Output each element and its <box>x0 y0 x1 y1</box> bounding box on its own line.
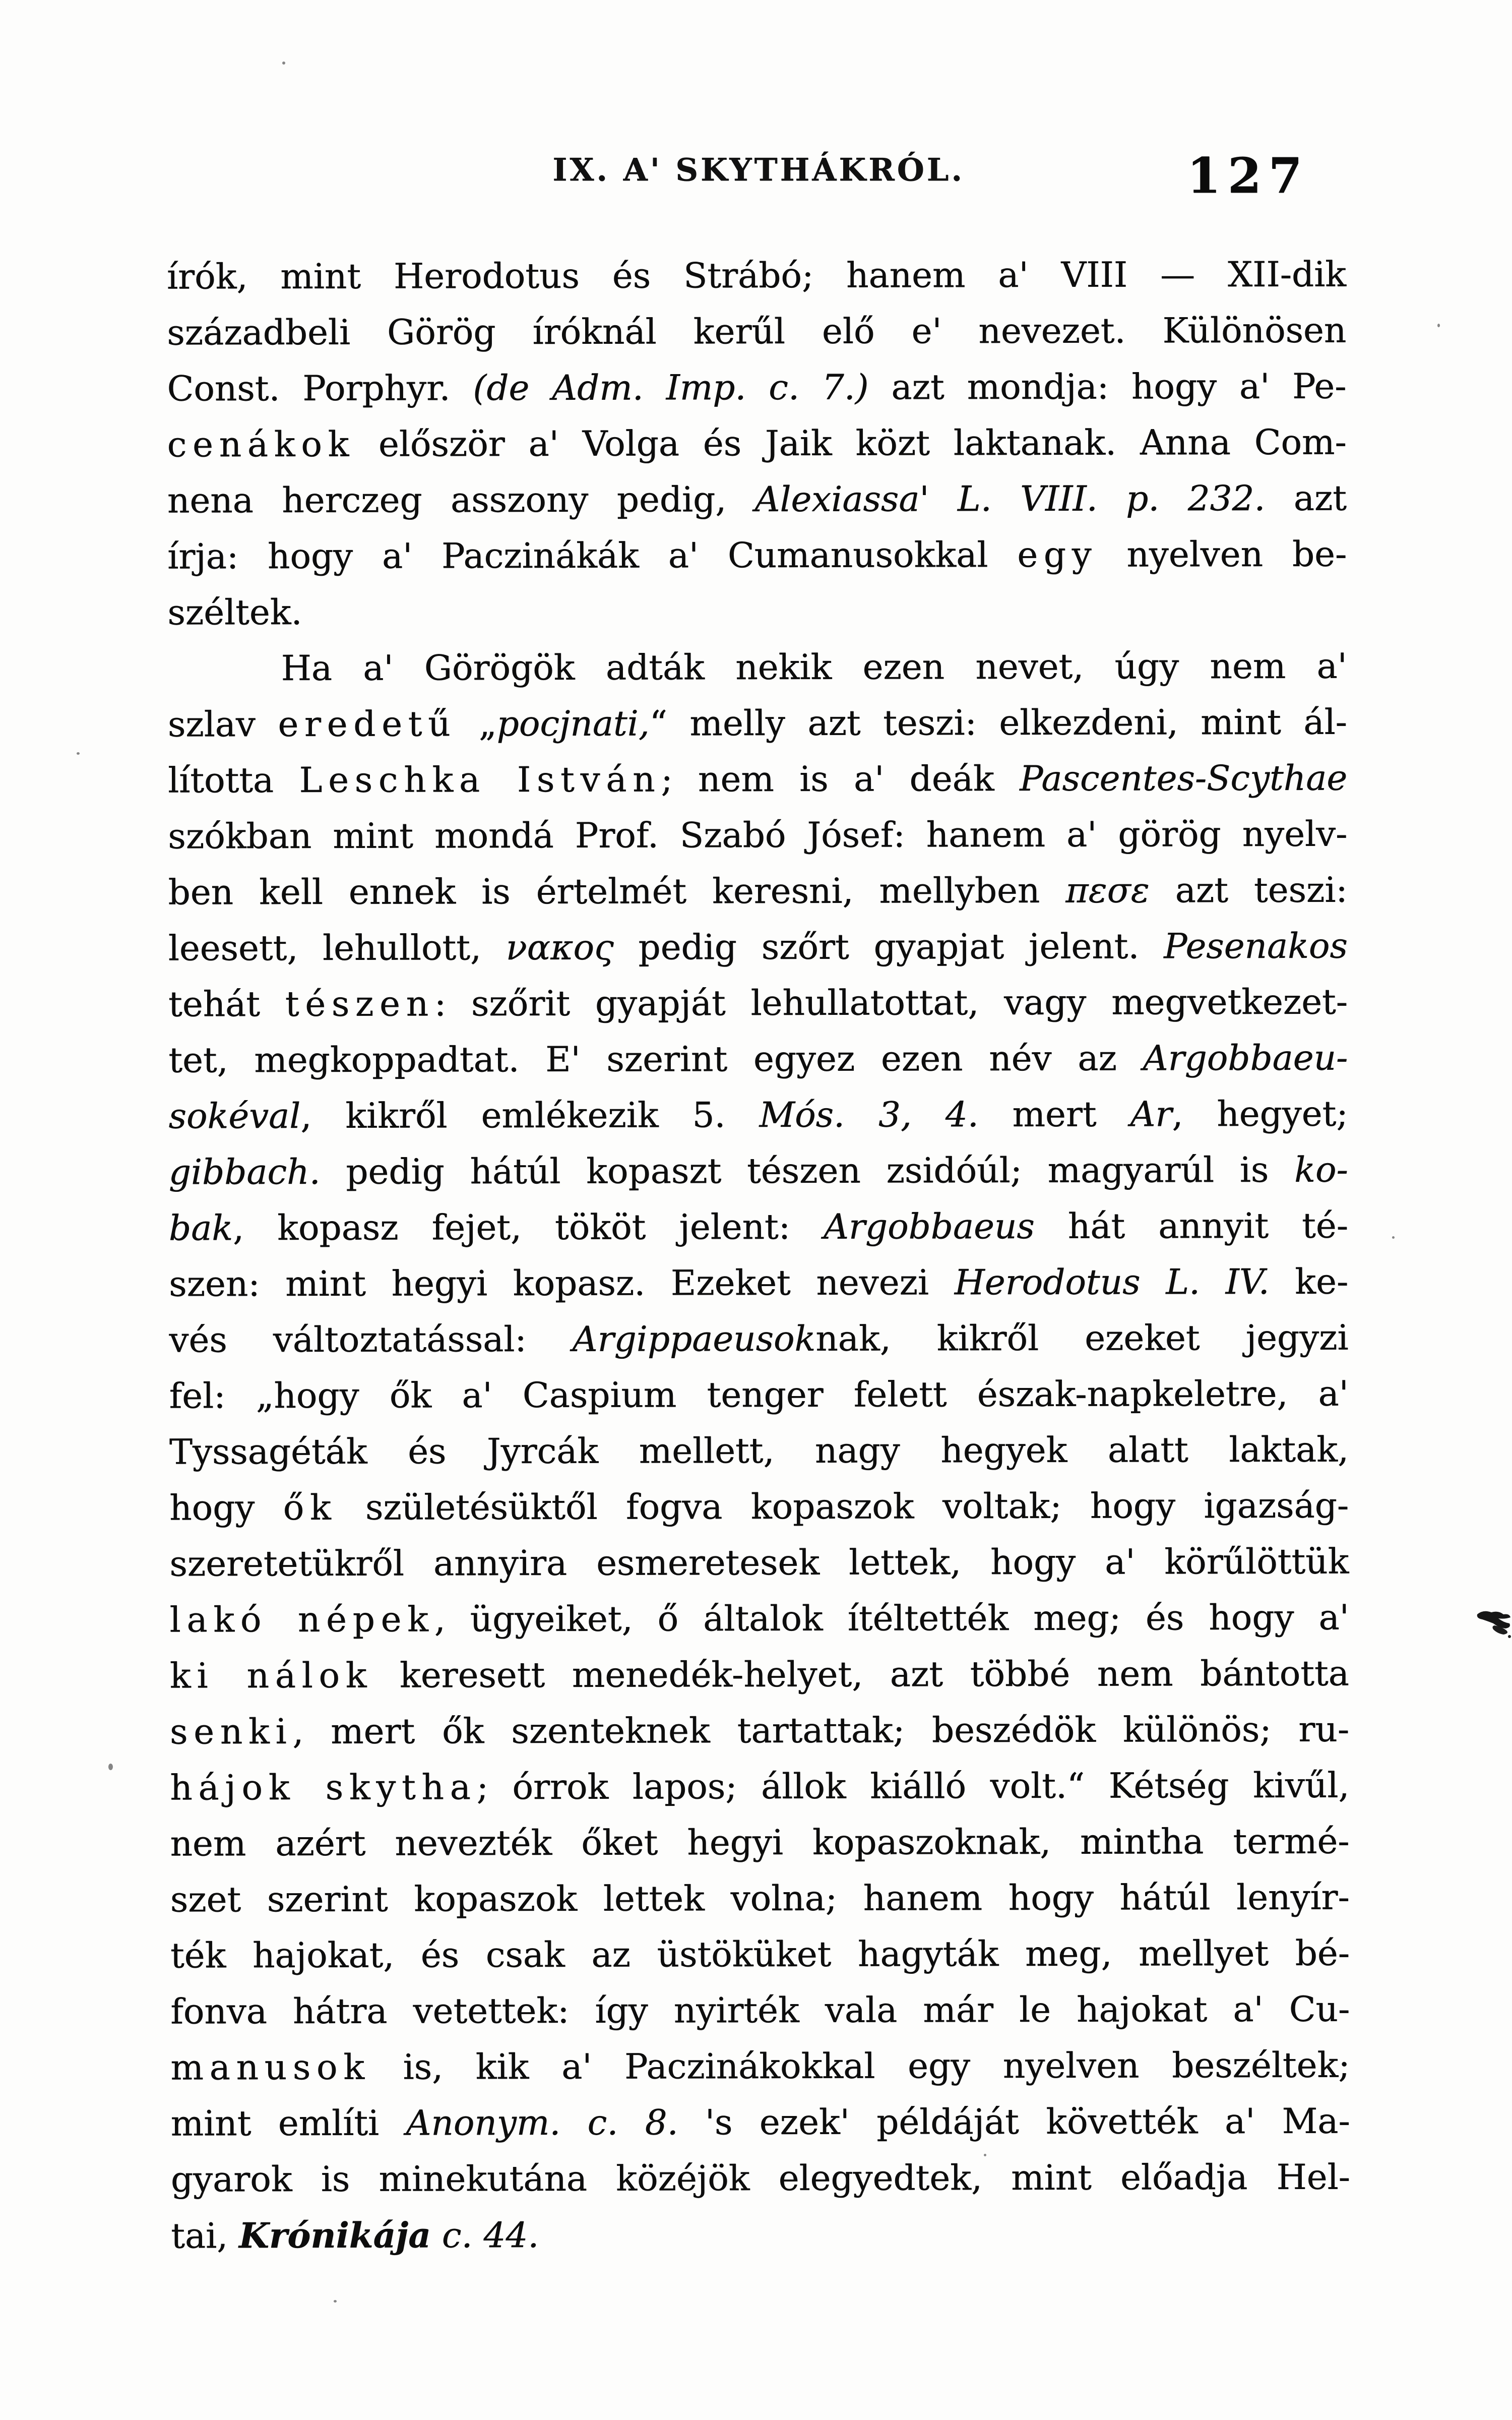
text-segment: „ <box>456 704 497 745</box>
text-segment: gyarok is minekutána közéjök elegyedtek, mint előadja Hel- <box>170 2157 1350 2200</box>
text-segment: ; órrok lapos; állok kiálló volt.“ Kétség kivűl, <box>476 1765 1350 1808</box>
text-segment: tet, megkoppadtat. E' szerint egyez ezen név az <box>168 1038 1143 1081</box>
text-line <box>168 807 1347 865</box>
text-segment: pocjnati, <box>496 703 650 745</box>
scan-speck <box>984 2154 986 2156</box>
page-number: 127 <box>1187 147 1309 204</box>
text-segment: azt teszi: <box>1149 870 1348 911</box>
text-segment: Pesenakos <box>1163 926 1348 967</box>
text-segment: νακος <box>506 927 614 969</box>
text-line <box>169 1142 1348 1201</box>
text-segment: hát annyit té- <box>1034 1205 1348 1247</box>
text-line <box>169 1254 1348 1313</box>
text-segment: ők <box>283 1487 337 1528</box>
text-segment: Ar <box>1130 1094 1172 1135</box>
text-segment: manusok <box>170 2047 370 2088</box>
text-segment: lakó népek <box>169 1599 434 1641</box>
text-line <box>169 1310 1348 1369</box>
text-segment: nena herczeg asszony pedig, <box>167 479 755 521</box>
text-segment: eredetű <box>278 704 457 745</box>
text-segment: : szőrit gyapját lehullatottat, vagy megvetkezet- <box>434 982 1348 1024</box>
text-segment: Argobbaeus <box>823 1206 1035 1247</box>
text-line <box>169 1366 1348 1425</box>
text-line <box>171 2206 1350 2264</box>
scan-speck <box>77 752 80 755</box>
text-segment: πεσε <box>1065 870 1150 911</box>
ink-smudge <box>1474 1608 1512 1646</box>
running-title: IX. A' SKYTHÁKRÓL. <box>552 151 965 188</box>
text-line <box>167 303 1346 361</box>
text-segment: Anonym. c. 8. <box>406 2102 678 2144</box>
text-line <box>167 527 1347 585</box>
text-segment: ki nálok <box>169 1655 373 1697</box>
text-line <box>169 1198 1348 1257</box>
text-segment: keresett menedék-helyet, azt többé nem bántotta <box>372 1653 1349 1696</box>
paragraph <box>167 639 1350 2264</box>
text-segment: , hegyet; <box>1172 1094 1348 1135</box>
text-segment: sokéval <box>168 1096 301 1137</box>
text-line <box>167 583 1347 641</box>
scan-speck <box>334 2300 337 2303</box>
text-line <box>168 1031 1348 1089</box>
text-segment: , kopasz fejet, tököt jelent: <box>232 1206 824 1249</box>
scan-speck <box>108 1764 113 1770</box>
text-segment: századbeli Görög íróknál kerűl elő e' nevezet. Különösen <box>167 310 1347 353</box>
text-segment: fonva hátra vetettek: így nyirték vala már le hajokat a' Cu- <box>170 1989 1350 2032</box>
text-segment: ; nem is a' deák <box>661 758 1020 800</box>
text-line <box>167 639 1347 697</box>
text-segment: tai, <box>170 2216 239 2257</box>
text-segment: Const. Porphyr. <box>167 368 473 409</box>
text-segment: “ melly azt teszi: elkezdeni, mint ál- <box>649 702 1347 744</box>
scan-speck <box>282 62 285 65</box>
text-line <box>168 975 1348 1033</box>
text-segment: , ügyeiket, ő általok ítéltették meg; és hogy a' <box>434 1597 1349 1640</box>
text-line <box>170 1926 1350 1984</box>
text-segment <box>431 2215 442 2256</box>
text-segment: mint említi <box>170 2103 406 2144</box>
text-segment: gibbach. <box>168 1152 321 1193</box>
text-segment: leesett, lehullott, <box>168 928 506 969</box>
page-header <box>169 147 1348 212</box>
text-segment: , mert ők szenteknek tartattak; beszédök különös; ru- <box>292 1709 1350 1752</box>
text-line <box>169 1478 1349 1537</box>
text-segment: születésüktől fogva kopaszok voltak; hogy igazság- <box>337 1485 1349 1528</box>
paragraph <box>167 247 1347 641</box>
text-line <box>169 1422 1349 1481</box>
text-segment: Leschka István <box>299 759 661 801</box>
text-segment: szlav <box>167 704 278 745</box>
text-segment: széltek. <box>167 592 302 633</box>
text-line <box>168 1086 1348 1145</box>
text-segment: ke- <box>1269 1261 1349 1302</box>
text-line <box>171 2150 1350 2208</box>
text-segment: nem azért nevezték őket hegyi kopaszoknak, mintha termé- <box>170 1821 1350 1864</box>
text-segment: Tyssagéták és Jyrcák mellett, nagy hegyek alatt laktak, <box>169 1429 1349 1473</box>
scan-speck <box>1437 324 1440 327</box>
text-line <box>170 1758 1349 1817</box>
text-line <box>169 1590 1349 1649</box>
text-segment: azt mondja: hogy a' Pe- <box>868 366 1347 408</box>
text-segment: (de Adm. Imp. c. 7.) <box>473 367 869 409</box>
text-segment: szeretetükről annyira esmeretesek lettek, hogy a' körűlöttük <box>169 1541 1349 1585</box>
text-segment: Pascentes-Scythae <box>1019 758 1348 799</box>
text-line <box>167 247 1346 306</box>
text-segment: azt <box>1265 478 1347 519</box>
text-segment: ték hajokat, és csak az üstöküket hagyták meg, mellyet bé- <box>170 1933 1350 1976</box>
text-segment: nak, kikről ezeket jegyzi <box>815 1317 1349 1359</box>
scan-speck <box>1392 1236 1395 1239</box>
text-segment: lította <box>167 760 299 801</box>
text-segment: hájok skytha <box>170 1767 477 1808</box>
text-segment: is, kik a' Paczinákokkal egy nyelven beszéltek; <box>370 2045 1350 2088</box>
text-segment: pedig hátúl kopaszt tészen zsidóúl; magyarúl is <box>320 1150 1295 1192</box>
text-segment: egy <box>1017 534 1098 575</box>
text-segment: Ha a' Görögök adták nekik ezen nevet, úgy nem a' <box>281 646 1347 689</box>
text-segment: írja: hogy a' Paczinákák a' Cumanusokkal <box>167 534 1018 577</box>
text-line <box>169 1534 1349 1593</box>
text-line <box>168 863 1347 921</box>
text-segment: pedig szőrt gyapjat jelent. <box>613 926 1164 968</box>
text-line <box>170 2038 1350 2096</box>
text-segment: c. 44. <box>442 2215 539 2256</box>
text-segment: írók, mint Herodotus és Strábó; hanem a' VIII — XII-dik <box>166 254 1347 297</box>
text-segment: Argippaeusok <box>572 1318 816 1360</box>
text-segment: szókban mint mondá Prof. Szabó Jósef: hanem a' görög nyelv- <box>168 814 1348 857</box>
text-segment: bak <box>168 1208 233 1249</box>
text-line <box>167 359 1346 417</box>
text-line <box>167 471 1347 529</box>
text-segment: , kikről emlékezik 5. <box>300 1095 760 1136</box>
text-segment: először a' Volga és Jaik közt laktanak. Anna Com- <box>354 422 1347 465</box>
text-line <box>170 1646 1349 1705</box>
text-segment: Argobbaeu- <box>1143 1038 1348 1079</box>
text-line <box>168 919 1348 977</box>
text-segment: ko- <box>1294 1150 1348 1190</box>
text-segment: Krónikája <box>238 2215 431 2257</box>
text-segment: szet szerint kopaszok lettek volna; hanem hogy hátúl lenyír- <box>170 1877 1350 1920</box>
text-segment: tehát <box>168 984 285 1025</box>
text-line <box>170 1814 1349 1872</box>
text-segment: cenákok <box>167 424 355 465</box>
text-line <box>170 1982 1350 2040</box>
text-line <box>168 751 1347 809</box>
text-segment: Alexiassa' L. VIII. p. 232. <box>754 478 1266 520</box>
text-segment: Mós. 3, 4. <box>759 1095 979 1135</box>
text-segment: vés változtatással: <box>169 1319 573 1361</box>
text-segment: ben kell ennek is értelmét keresni, mellyben <box>168 870 1066 913</box>
text-segment: szen: mint hegyi kopasz. Ezeket nevezi <box>169 1262 955 1305</box>
text-line <box>170 1870 1350 1928</box>
text-segment: fel: „hogy ők a' Caspium tenger felett észak-napkeletre, a' <box>169 1373 1349 1417</box>
text-segment: Herodotus L. IV. <box>954 1261 1270 1303</box>
text-segment: senki <box>169 1711 293 1752</box>
text-segment: tészen <box>285 984 434 1024</box>
text-line <box>170 1702 1349 1761</box>
page-text <box>167 247 1350 2264</box>
text-segment: nyelven be- <box>1097 534 1347 575</box>
text-line <box>168 695 1347 753</box>
text-segment: hogy <box>169 1487 283 1529</box>
text-segment: 's ezek' példáját követték a' Ma- <box>678 2101 1350 2143</box>
text-line <box>170 2094 1350 2152</box>
text-segment: mert <box>978 1094 1130 1135</box>
text-line <box>167 415 1347 473</box>
